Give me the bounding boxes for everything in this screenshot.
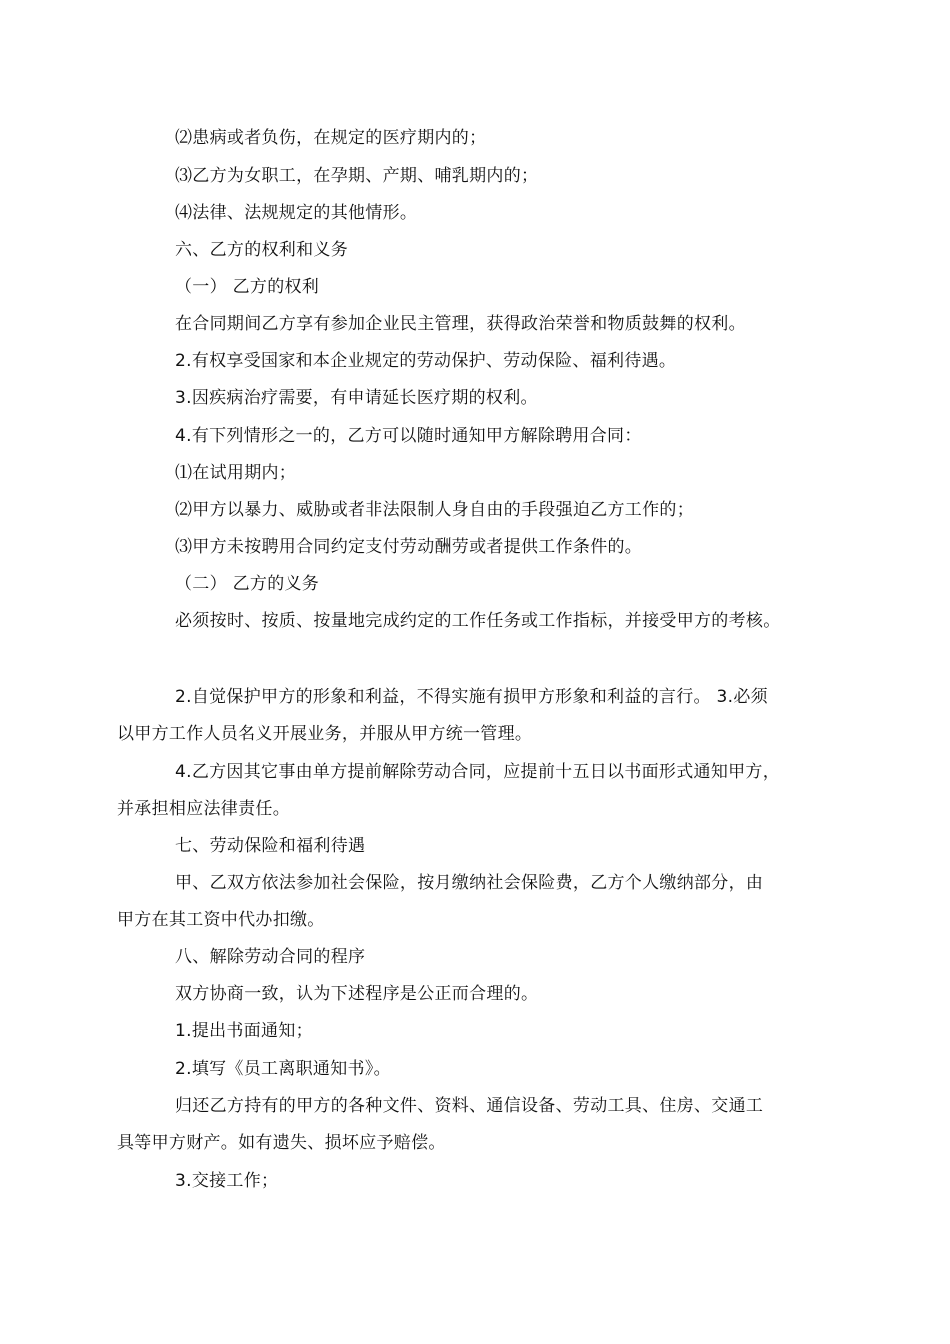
text-line: ⑵患病或者负伤，在规定的医疗期内的；: [175, 128, 487, 148]
text-line: 归还乙方持有的甲方的各种文件、资料、通信设备、劳动工具、住房、交通工: [175, 1096, 764, 1116]
text-line: 1.提出书面通知；: [175, 1021, 313, 1041]
subsection-heading: （二） 乙方的义务: [175, 574, 320, 594]
text-line: 4.乙方因其它事由单方提前解除劳动合同，应提前十五日以书面形式通知甲方，: [175, 762, 781, 782]
text-line: 3.交接工作；: [175, 1171, 279, 1191]
text-line: 必须按时、按质、按量地完成约定的工作任务或工作指标，并接受甲方的考核。: [175, 611, 781, 631]
text-line: 以甲方工作人员名义开展业务，并服从甲方统一管理。: [117, 724, 533, 744]
text-line: ⑶甲方未按聘用合同约定支付劳动酬劳或者提供工作条件的。: [175, 537, 643, 557]
text-line: 2.填写《员工离职通知书》。: [175, 1059, 391, 1079]
text-line: 甲、乙双方依法参加社会保险，按月缴纳社会保险费，乙方个人缴纳部分，由: [175, 873, 764, 893]
section-heading: 六、乙方的权利和义务: [175, 240, 348, 260]
text-line: 2.有权享受国家和本企业规定的劳动保护、劳动保险、福利待遇。: [175, 351, 677, 371]
text-line: 3.因疾病治疗需要，有申请延长医疗期的权利。: [175, 388, 538, 408]
text-line: ⑷法律、法规规定的其他情形。: [175, 203, 418, 223]
text-line: 4.有下列情形之一的，乙方可以随时通知甲方解除聘用合同：: [175, 426, 642, 446]
subsection-heading: （一） 乙方的权利: [175, 277, 320, 297]
text-line: 并承担相应法律责任。: [117, 799, 290, 819]
text-line: 具等甲方财产。如有遗失、损坏应予赔偿。: [117, 1133, 446, 1153]
text-line: ⑴在试用期内；: [175, 463, 297, 483]
text-line: 2.自觉保护甲方的形象和利益，不得实施有损甲方形象和利益的言行。 3.必须: [175, 687, 768, 707]
text-line: 双方协商一致，认为下述程序是公正而合理的。: [175, 984, 539, 1004]
text-line: 在合同期间乙方享有参加企业民主管理，获得政治荣誉和物质鼓舞的权利。: [175, 314, 746, 334]
text-line: 甲方在其工资中代办扣缴。: [117, 910, 325, 930]
section-heading: 七、劳动保险和福利待遇: [175, 836, 366, 856]
text-line: ⑶乙方为女职工，在孕期、产期、哺乳期内的；: [175, 166, 539, 186]
section-heading: 八、解除劳动合同的程序: [175, 947, 366, 967]
text-line: ⑵甲方以暴力、威胁或者非法限制人身自由的手段强迫乙方工作的；: [175, 500, 694, 520]
